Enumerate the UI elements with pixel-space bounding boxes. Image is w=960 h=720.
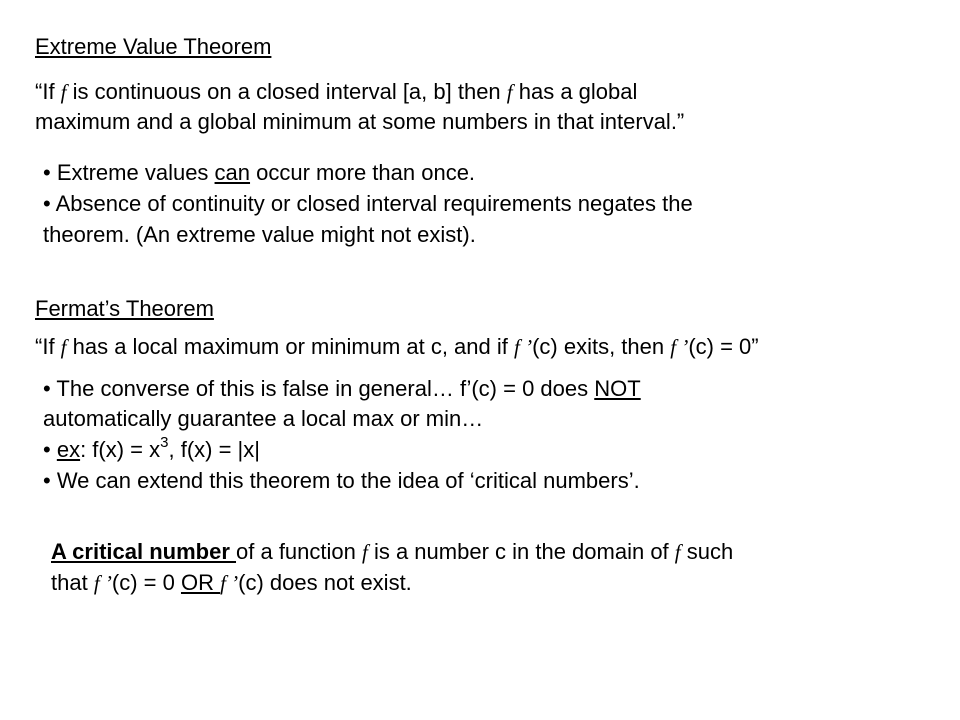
fermats-bullet-2: • ex: $f(x) = x^3$, f(x) = |x|	[43, 433, 260, 462]
critical-number-term: A critical number	[51, 539, 237, 564]
fermats-bullet-3: • We can extend this theorem to the idea of ‘critical numbers’.	[43, 468, 640, 493]
extreme-value-statement-line2: maximum and a global minimum at some numbers in that interval.”	[35, 109, 685, 134]
fermats-bullet-1-line1: • The converse of this is false in general… f’(c) = 0 does NOT	[43, 376, 641, 401]
extreme-value-bullet-2-line1: • Absence of continuity or closed interval requirements negates the	[43, 191, 693, 216]
extreme-value-bullet-2-line2: theorem. (An extreme value might not exist).	[43, 222, 476, 247]
fermats-bullet-1-line2: automatically guarantee a local max or min…	[43, 406, 484, 431]
extreme-value-bullet-1: • Extreme values can occur more than once.	[43, 160, 476, 185]
extreme-value-statement-line1: “If f is continuous on a closed interval [a, b] then f has a global	[35, 79, 638, 104]
critical-number-definition-line2: that f ’(c) = 0 OR f ’(c) does not exist.	[51, 570, 412, 595]
fermats-statement: “If f has a local maximum or minimum at c, and if f ’(c) exits, then f ’(c) = 0”	[35, 334, 759, 359]
fermats-theorem-heading: Fermat’s Theorem	[35, 296, 214, 321]
extreme-value-theorem-heading: Extreme Value Theorem	[35, 34, 272, 59]
critical-number-definition-line1: A critical number of a function f is a number c in the domain of f such	[51, 539, 734, 564]
